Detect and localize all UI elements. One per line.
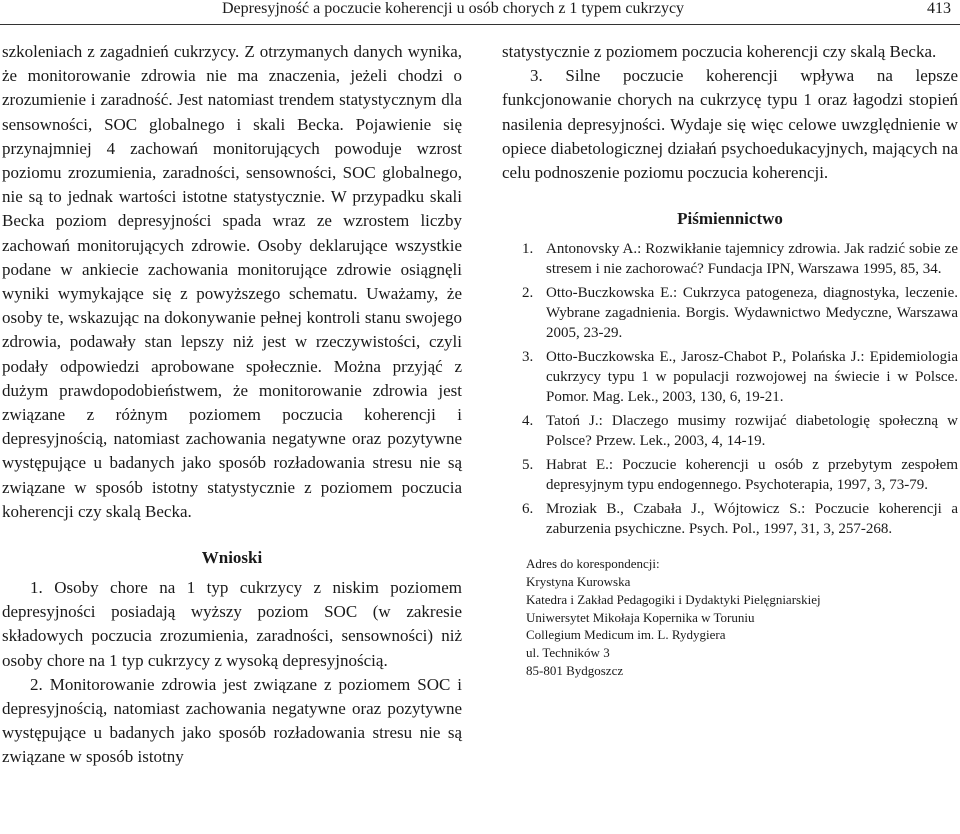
references-heading: Piśmiennictwo (677, 209, 783, 229)
results-paragraph: szkoleniach z zagadnień cukrzycy. Z otrzymanych danych wynika, że monitorowanie zdrowia nie ma znaczenia, jeżeli chodzi o zrozumienie i zaradność. Jest natomiast trendem statystycznym dla sensowności, SOC globalnego i skali Becka. Pojawienie się przynajmniej 4 zachowań monitorujących powoduje wzrost poziomu zrozumienia, zaradności, sensowności, SOC globalnego, nie są to jednak wartości istotne statystycznie. W przypadku skali Becka poziom depresyjności spada wraz ze wzrostem liczby zachowań monitorujących zdrowie. Osoby deklarujące wszystkie podane w ankiecie zachowania monitorujące zdrowie osiągnęli wyniki wymykające się z powyższego schematu. Uważamy, że osoby te, wskazując na dokonywanie pełnej kontroli stanu swojego zdrowia, podawały stan lepszy niż jest w rzeczywistości, czyli podały odpowiedzi aprobowane społecznie. Można przyjąć z dużym prawdopodobieństwem, że monitorowanie zdrowia jest związane z różnym poziomem poczucia koherencji i depresyjnością, natomiast zachowania negatywne oraz pozytywne występujące u badanych jako sposób rozładowania stresu nie są związane w sposób istotny statystycznie z poziomem poczucia koherencji czy skalą Becka. (2, 42, 462, 521)
reference-list (502, 239, 958, 539)
correspondence-college: Collegium Medicum im. L. Rydygiera (526, 627, 726, 643)
reference-text: Otto-Buczkowska E.: Cukrzyca patogeneza, diagnostyka, leczenie. Wybrane zagadnienia. Borgis. Wydawnictwo Medyczne, Warszawa 2005, 23-29. (546, 285, 958, 342)
conclusion-3: 3. Silne poczucie koherencji wpływa na lepsze funkcjonowanie chorych na cukrzycę typu 1 oraz łagodzi stopień nasilenia depresyjności. Wydaje się więc celowe uwzględnienie w opiece diabetologicznej działań psychoedukacyjnych, mających na celu podnoszenie poziomu poczucia koherencji. (502, 66, 958, 183)
conclusion-2-continued: statystycznie z poziomem poczucia koherencji czy skalą Becka. (502, 42, 937, 61)
reference-item (502, 411, 958, 451)
reference-text: Mroziak B., Czabała J., Wójtowicz S.: Poczucie koherencji a zaburzenia psychiczne. Psych. Pol., 1997, 31, 3, 257-268. (546, 501, 958, 538)
correspondence-name: Krystyna Kurowska (526, 574, 631, 590)
correspondence-block (526, 555, 958, 680)
reference-number: 6. (522, 501, 534, 518)
running-header (0, 0, 960, 26)
reference-text: Otto-Buczkowska E., Jarosz-Chabot P., Polańska J.: Epidemiologia cukrzycy typu 1 w populacji rozwojowej na świecie i w Polsce. Pomor. Mag. Lek., 2003, 130, 6, 19-21. (546, 349, 958, 406)
reference-item (502, 499, 958, 539)
reference-item (502, 347, 958, 407)
reference-text: Habrat E.: Poczucie koherencji u osób z przebytym zespołem depresyjnym typu endogennego. Psychoterapia, 1997, 3, 73-79. (546, 457, 958, 494)
right-column (502, 40, 958, 680)
reference-number: 1. (522, 241, 534, 258)
correspondence-label: Adres do korespondencji: (526, 556, 660, 572)
reference-text: Tatoń J.: Dlaczego musimy rozwijać diabetologię społeczną w Polsce? Przew. Lek., 2003, 4, 14-19. (546, 413, 958, 450)
reference-number: 4. (522, 413, 534, 430)
running-title: Depresyjność a poczucie koherencji u osób chorych z 1 typem cukrzycy (222, 0, 685, 17)
left-column (2, 40, 462, 770)
reference-number: 5. (522, 457, 534, 474)
conclusions-heading: Wnioski (201, 548, 263, 568)
reference-item (502, 455, 958, 495)
correspondence-street: ul. Techników 3 (526, 645, 610, 661)
header-rule (0, 24, 960, 25)
reference-number: 2. (522, 285, 534, 302)
correspondence-city: 85-801 Bydgoszcz (526, 663, 624, 678)
reference-text: Antonovsky A.: Rozwikłanie tajemnicy zdrowia. Jak radzić sobie ze stresem i nie zachorować? Fundacja IPN, Warszawa 1995, 85, 34. (546, 241, 958, 278)
conclusion-2: 2. Monitorowanie zdrowia jest związane z poziomem SOC i depresyjnością, natomiast zachowania negatywne oraz pozytywne występujące u badanych jako sposób rozładowania stresu nie są związane w sposób istotny (2, 674, 462, 767)
page-number: 413 (927, 0, 951, 17)
reference-item (502, 239, 958, 279)
reference-item (502, 283, 958, 343)
correspondence-university: Uniwersytet Mikołaja Kopernika w Toruniu (526, 609, 755, 625)
conclusion-1: 1. Osoby chore na 1 typ cukrzycy z niskim poziomem depresyjności posiadają wyższy poziom SOC (w zakresie składowych poczucia zrozumienia, zaradności, sensowności) niż osoby chore na 1 typ cukrzycy z wysoką depresyjnością. (2, 578, 462, 670)
correspondence-department: Katedra i Zakład Pedagogiki i Dydaktyki Pielęgniarskiej (526, 591, 821, 607)
reference-number: 3. (522, 349, 534, 366)
